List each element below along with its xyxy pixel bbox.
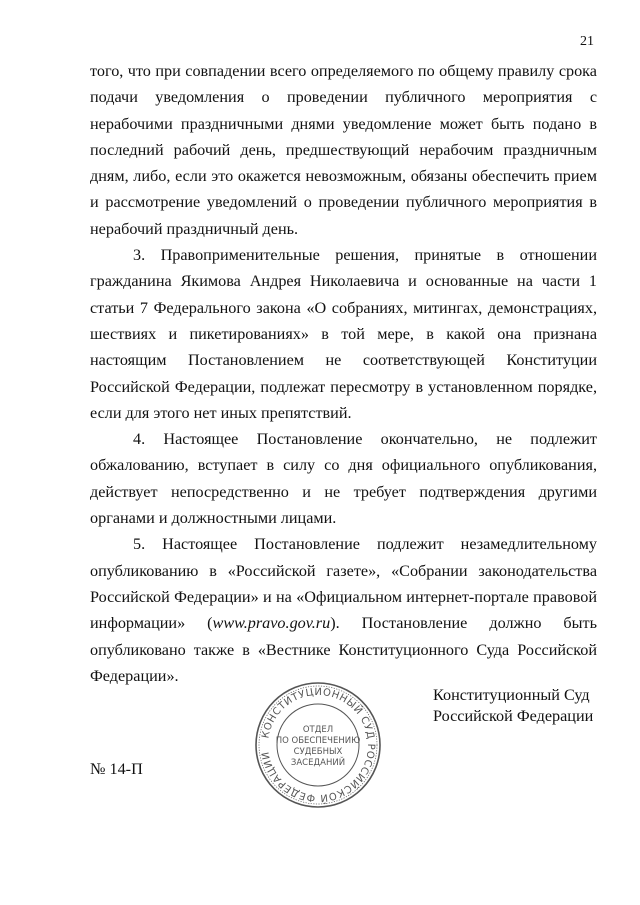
signature-line-1: Конституционный Суд — [433, 686, 590, 704]
official-seal-stamp — [253, 680, 383, 810]
signature-line-2: Российской Федерации — [433, 707, 594, 725]
document-body — [90, 58, 597, 689]
paragraph-5-start: 5. Настоящее Постановление подлежит незамедлительному опубликованию в «Российской газете», «Собрании законодательства Российской Федерации» и на «Официальном интернет-портале правовой информации» ( — [90, 535, 597, 633]
paragraph-5 — [90, 531, 597, 689]
signature-block — [433, 685, 593, 727]
stamp-center-line-3: СУДЕБНЫХ — [293, 747, 343, 757]
stamp-ring-text: КОНСТИТУЦИОННЫЙ СУД РОССИЙСКОЙ ФЕДЕРАЦИИ — [260, 686, 377, 804]
paragraph-5-end: ). Постановление должно быть опубликовано также в «Вестнике Конституционного Суда Российской Федерации». — [90, 614, 597, 685]
document-number: № 14-П — [90, 760, 143, 778]
paragraph-4: 4. Настоящее Постановление окончательно, не подлежит обжалованию, вступает в силу со дня официального опубликования, действует непосредственно и не требует подтверждения другими органами и должностными лицами. — [90, 430, 597, 528]
stamp-center-line-1: ОТДЕЛ — [302, 725, 334, 735]
stamp-center-line-2: ПО ОБЕСПЕЧЕНИЮ — [275, 736, 361, 746]
paragraph-3: 3. Правоприменительные решения, принятые в отношении гражданина Якимова Андрея Николаевича и основанные на части 1 статьи 7 Федерального закона «О собраниях, митингах, демонстрациях, шествиях и пикетированиях» в той мере, в какой она признана настоящим Постановлением не соответствующей Конституции Российской Федерации, подлежат пересмотру в установленном порядке, если для этого нет иных препятствий. — [90, 246, 597, 422]
paragraph-continuation: того, что при совпадении всего определяемого по общему правилу срока подачи уведомления о проведении публичного мероприятия с нерабочими праздничными днями уведомление может быть подано в последний рабочий день, предшествующий нерабочим праздничным дням, либо, если это окажется невозможным, обязаны обеспечить прием и рассмотрение уведомлений о проведении публичного мероприятия в нерабочий праздничный день. — [90, 62, 597, 238]
page-number: 21 — [580, 34, 594, 49]
pravo-link[interactable]: www.pravo.gov.ru — [212, 614, 331, 633]
stamp-center-line-4: ЗАСЕДАНИЙ — [290, 758, 346, 768]
